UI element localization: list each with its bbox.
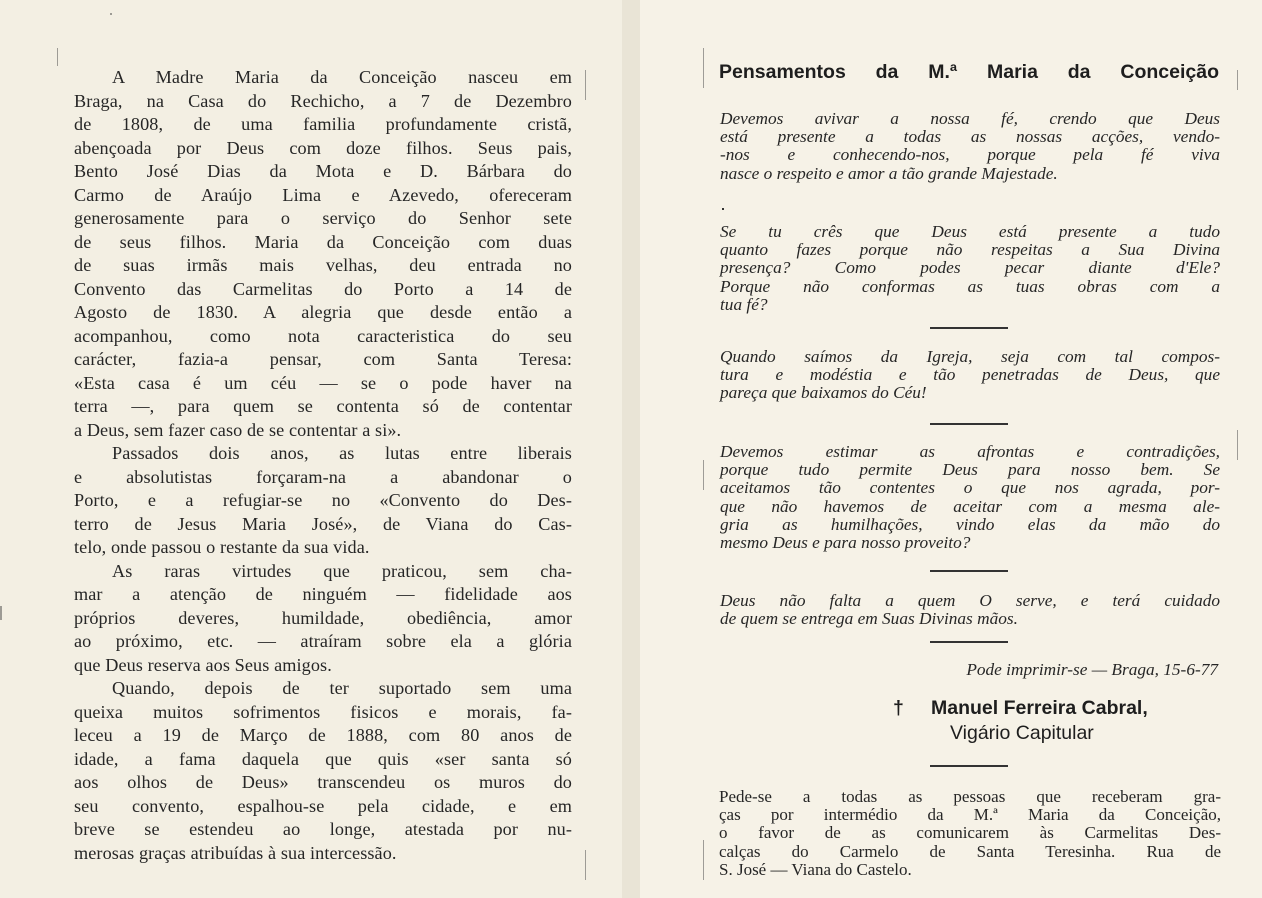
divider [930, 570, 1008, 572]
text-line: queixa muitos sofrimentos fisicos e morais, fa- [74, 701, 572, 722]
text-line: próprios deveres, humildade, obediência, amor [74, 607, 572, 628]
thought-2 [720, 223, 1220, 314]
text-line: de 1808, de uma familia profundamente cristã, [74, 114, 572, 134]
signer-name-text: Manuel Ferreira Cabral, [931, 697, 1148, 719]
scan-edge-mark [703, 48, 704, 88]
thought-5 [720, 592, 1220, 628]
text-line: -nos e conhecendo-nos, porque pela fé viva [720, 145, 1220, 165]
text-line: Braga, na Casa do Rechicho, a 7 de Dezembro [74, 90, 572, 111]
text-line: Quando saímos da Igreja, seja com tal compos- [720, 347, 1220, 366]
scan-edge-mark [703, 840, 704, 880]
text-line: abençoada por Deus com doze filhos. Seus pais, [74, 137, 572, 158]
scan-edge-mark [1237, 430, 1238, 460]
text-line: está presente a todas as nossas acções, vendo- [720, 127, 1220, 147]
text-line: pareça que baixamos do Céu! [720, 383, 927, 403]
text-line: Devemos estimar as afrontas e contradições, [720, 442, 1220, 461]
text-line: tua fé? [720, 294, 768, 314]
signer-name [893, 697, 1148, 720]
divider [930, 423, 1008, 425]
scan-edge-mark [1237, 70, 1238, 90]
text-line: nasce o respeito e amor a tão grande Majestade. [720, 163, 1058, 183]
text-line: Passados dois anos, as lutas entre liberais [112, 443, 572, 463]
text-line: calças do Carmelo de Santa Teresinha. Rua de [719, 841, 1221, 861]
text-line: que Deus reserva aos Seus amigos. [74, 654, 332, 675]
text-line: telo, onde passou o restante da sua vida. [74, 537, 370, 557]
text-line: mar a atenção de ninguém — fidelidade aos [74, 584, 572, 604]
text-line: terra —, para quem se contenta só de contentar [74, 396, 572, 416]
signer-role: Vigário Capitular [950, 722, 1094, 744]
text-line: mesmo Deus e para nosso proveito? [720, 532, 971, 552]
text-line: de suas irmãs mais velhas, deu entrada no [74, 255, 572, 275]
imprimatur-line: Pode imprimir-se — Braga, 15-6-77 [966, 660, 1218, 679]
text-line: idade, a fama daquela que quis «ser santa só [74, 748, 572, 769]
divider [930, 641, 1008, 643]
text-line: merosas graças atribuídas à sua intercessão. [74, 842, 397, 863]
page-title: Pensamentos da M.ª Maria da Conceição [719, 61, 1219, 83]
text-line: Pede-se a todas as pessoas que receberam gra- [719, 787, 1221, 806]
text-line: que não havemos de aceitar com a mesma ale- [720, 496, 1220, 516]
thought-4 [720, 443, 1220, 552]
text-line: carácter, fazia-a pensar, com Santa Teresa: [74, 349, 572, 369]
text-line: ças por intermédio da M.ª Maria da Conceição, [719, 805, 1221, 825]
text-line: aos olhos de Deus» transcendeu os muros do [74, 772, 572, 792]
text-line: As raras virtudes que praticou, sem cha- [112, 560, 572, 581]
thought-1 [720, 110, 1220, 183]
text-line: S. José — Viana do Castelo. [719, 859, 912, 879]
text-line: «Esta casa é um céu — se o pode haver na [74, 372, 572, 393]
text-line: Carmo de Araújo Lima e Azevedo, ofereceram [74, 184, 572, 205]
text-line: breve se estendeu ao longe, atestada por nu- [74, 819, 572, 839]
text-line: gria as humilhações, vindo elas da mão do [720, 514, 1220, 534]
scan-edge-mark [0, 606, 2, 620]
text-line: de seus filhos. Maria da Conceição com duas [74, 231, 572, 252]
text-line: seu convento, espalhou-se pela cidade, e em [74, 795, 572, 816]
text-line: A Madre Maria da Conceição nasceu em [112, 67, 572, 87]
text-line: quanto fazes porque não respeitas a Sua Divina [720, 240, 1220, 260]
text-line: Porque não conformas as tuas obras com a [720, 276, 1220, 296]
text-line: Bento José Dias da Mota e D. Bárbara do [74, 161, 572, 181]
biography-text [74, 66, 572, 865]
text-line: Agosto de 1830. A alegria que desde então a [74, 302, 572, 322]
text-line: Devemos avivar a nossa fé, crendo que Deus [720, 109, 1220, 128]
text-line: o favor de as comunicarem às Carmelitas Des- [719, 823, 1221, 843]
divider [930, 765, 1008, 767]
scan-edge-mark [110, 13, 112, 15]
text-line: porque tudo permite Deus para nosso bem. Se [720, 460, 1220, 480]
text-line: tura e modéstia e tão penetradas de Deus, que [720, 365, 1220, 385]
notice-text [719, 788, 1221, 879]
scan-edge-mark [585, 850, 586, 880]
text-line: Porto, e a refugiar-se no «Convento do Des- [74, 490, 572, 510]
text-line: generosamente para o serviço do Senhor sete [74, 208, 572, 228]
text-line: Se tu crês que Deus está presente a tudo [720, 222, 1220, 241]
scan-edge-mark [585, 70, 586, 100]
text-line: Convento das Carmelitas do Porto a 14 de [74, 278, 572, 299]
stray-dot [722, 208, 724, 210]
text-line: leceu a 19 de Março de 1888, com 80 anos de [74, 725, 572, 745]
cross-icon: † [893, 697, 904, 719]
scan-edge-mark [703, 460, 704, 490]
text-line: terro de Jesus Maria José», de Viana do Cas- [74, 513, 572, 534]
text-line: aceitamos tão contentes o que nos agrada, por- [720, 478, 1220, 498]
text-line: presença? Como podes pecar diante d'Ele? [720, 258, 1220, 278]
text-line: de quem se entrega em Suas Divinas mãos. [720, 609, 1018, 629]
text-line: Deus não falta a quem O serve, e terá cuidado [720, 591, 1220, 610]
divider [930, 327, 1008, 329]
text-line: Quando, depois de ter suportado sem uma [112, 678, 572, 698]
text-line: ao próximo, etc. — atraíram sobre ela a glória [74, 631, 572, 651]
page-gutter [622, 0, 640, 898]
text-line: a Deus, sem fazer caso de se contentar a si». [74, 419, 402, 440]
text-line: e absolutistas forçaram-na a abandonar o [74, 466, 572, 487]
text-line: acompanhou, como nota caracteristica do seu [74, 325, 572, 346]
scan-edge-mark [57, 48, 58, 66]
thought-3 [720, 348, 1220, 403]
